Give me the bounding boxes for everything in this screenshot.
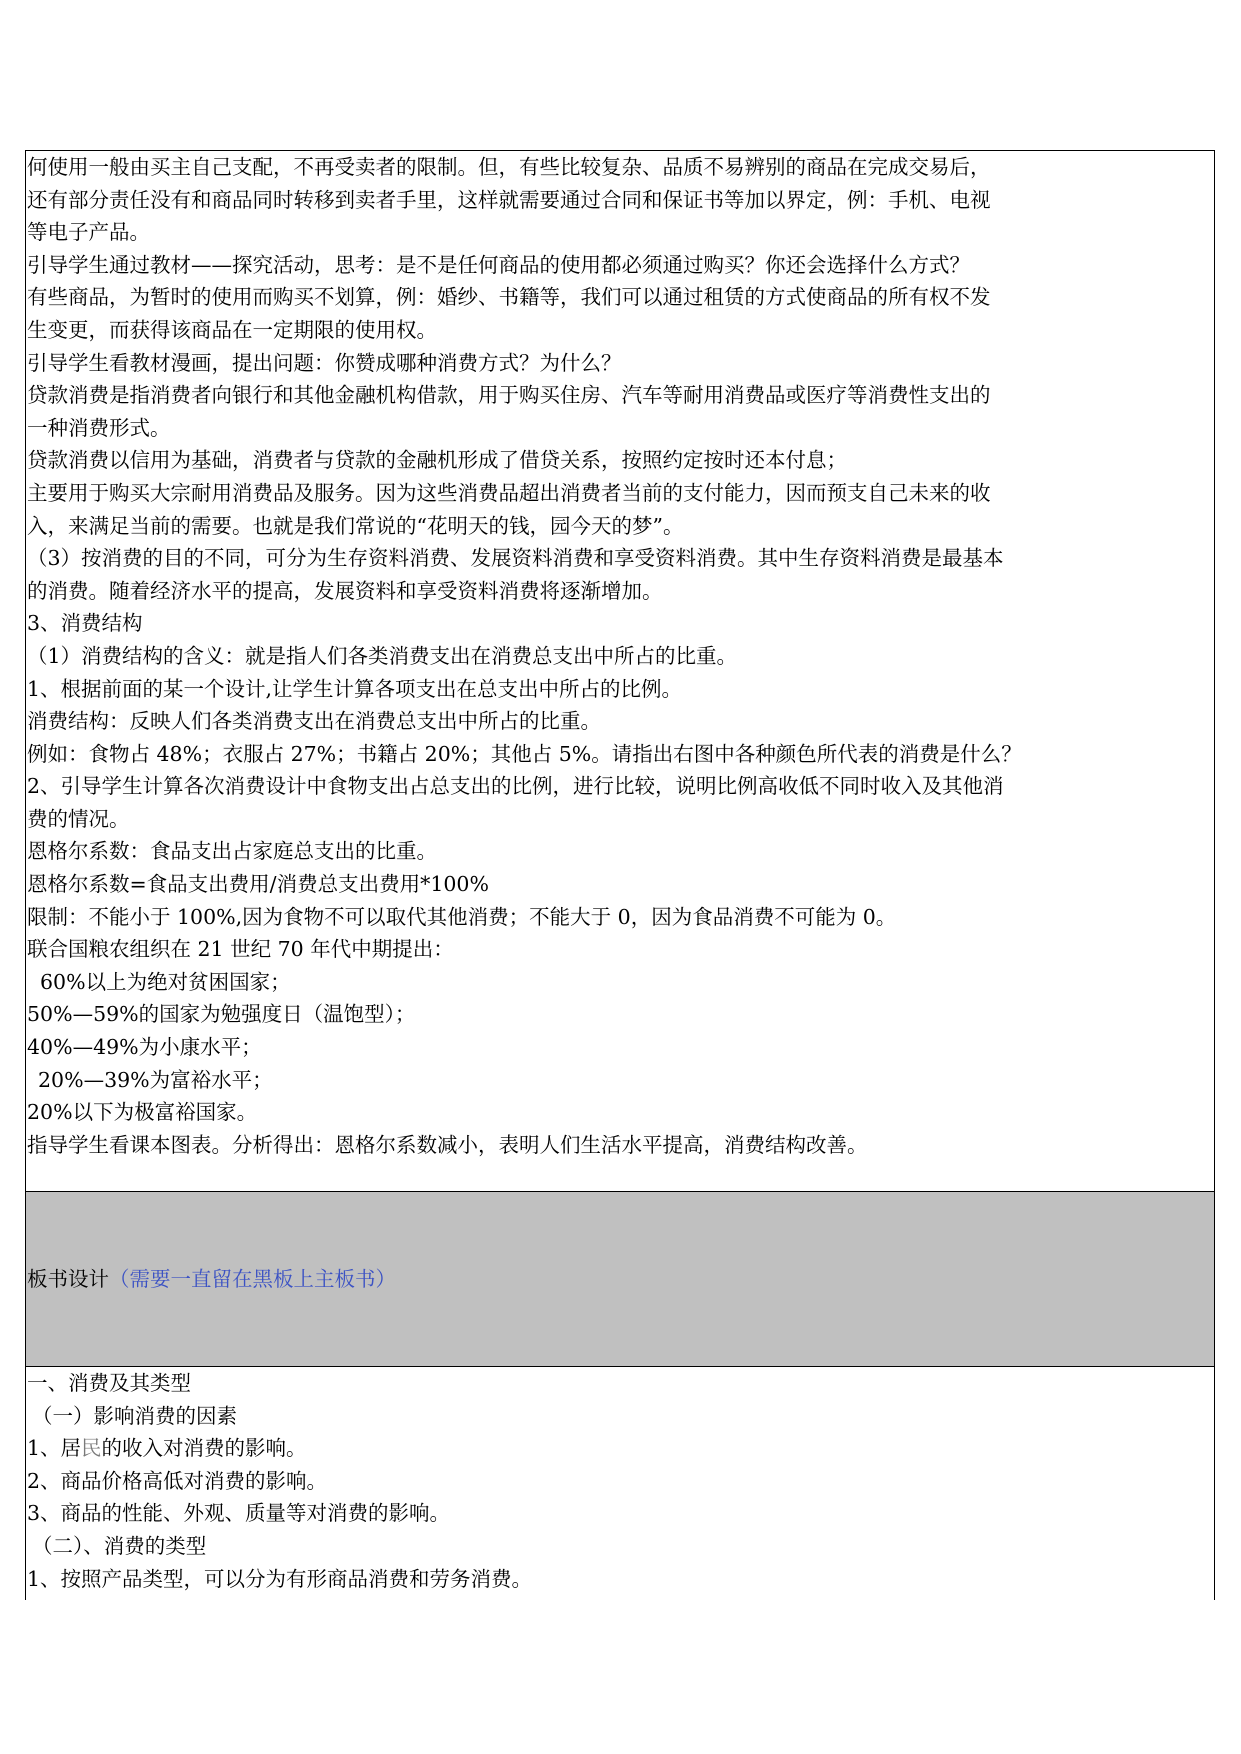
- content-line: 主要用于购买大宗耐用消费品及服务。因为这些消费品超出消费者当前的支付能力，因而预支自己未来的收: [27, 480, 991, 505]
- content-line: 60%以上为绝对贫困国家；: [40, 969, 291, 994]
- content-line: （3）按消费的目的不同，可分为生存资料消费、发展资料消费和享受资料消费。其中生存资料消费是最基本: [27, 546, 1004, 571]
- content-line: （1）消费结构的含义：就是指人们各类消费支出在消费总支出中所占的比重。: [27, 643, 738, 668]
- content-line: 有些商品，为暂时的使用而购买不划算，例：婚纱、书籍等，我们可以通过租赁的方式使商品的所有权不发: [27, 285, 991, 310]
- content-line: 贷款消费是指消费者向银行和其他金融机构借款，用于购买住房、汽车等耐用消费品或医疗等消费性支出的: [27, 383, 991, 408]
- board-line: （一）影响消费的因素: [32, 1403, 237, 1428]
- content-line: 引导学生通过教材——探究活动，思考：是不是任何商品的使用都必须通过购买？你还会选择什么方式？: [27, 252, 970, 277]
- content-line: 恩格尔系数=食品支出费用/消费总支出费用*100%: [27, 872, 489, 897]
- board-cell: [26, 1367, 1215, 1601]
- content-line: 还有部分责任没有和商品同时转移到卖者手里，这样就需要通过合同和保证书等加以界定，例：手机、电视: [27, 187, 991, 212]
- board-text-faded: 民: [81, 1436, 102, 1461]
- content-line: 费的情况。: [27, 806, 130, 831]
- content-line: 一种消费形式。: [27, 415, 171, 440]
- content-line: 20%—39%为富裕水平；: [38, 1067, 273, 1092]
- content-line: 指导学生看课本图表。分析得出：恩格尔系数减小，表明人们生活水平提高，消费结构改善。: [27, 1132, 868, 1157]
- content-line: 消费结构：反映人们各类消费支出在消费总支出中所占的比重。: [27, 709, 601, 734]
- board-line: 1、按照产品类型，可以分为有形商品消费和劳务消费。: [27, 1566, 533, 1591]
- content-cell: [26, 151, 1215, 1192]
- content-row: [26, 151, 1215, 1192]
- content-line: 等电子产品。: [27, 220, 150, 245]
- content-line: 2、引导学生计算各次消费设计中食物支出占总支出的比例，进行比较，说明比例高收低不同时收入及其他消: [27, 774, 1004, 799]
- board-line: 2、商品价格高低对消费的影响。: [27, 1468, 328, 1493]
- board-row: [26, 1367, 1215, 1601]
- content-line: 20%以下为极富裕国家。: [27, 1100, 258, 1125]
- board-text: 的收入对消费的影响。: [101, 1436, 307, 1461]
- content-line: 引导学生看教材漫画，提出问题：你赞成哪种消费方式？为什么？: [27, 350, 622, 375]
- content-line: 联合国粮农组织在 21 世纪 70 年代中期提出：: [27, 937, 454, 962]
- content-line: 50%—59%的国家为勉强度日（温饱型）；: [27, 1002, 416, 1027]
- content-line: 贷款消费以信用为基础，消费者与贷款的金融机形成了借贷关系，按照约定按时还本付息；: [27, 448, 847, 473]
- content-line: 40%—49%为小康水平；: [27, 1035, 262, 1060]
- board-line: 一、消费及其类型: [27, 1371, 191, 1395]
- section-label: 板书设计: [27, 1267, 109, 1291]
- board-line: 3、商品的性能、外观、质量等对消费的影响。: [27, 1501, 451, 1526]
- section-header-row: [26, 1192, 1215, 1367]
- content-line: 恩格尔系数：食品支出占家庭总支出的比重。: [27, 839, 437, 864]
- content-line: 限制：不能小于 100%,因为食物不可以取代其他消费；不能大于 0，因为食品消费不可能为 0。: [27, 904, 897, 929]
- content-line: 何使用一般由买主自己支配，不再受卖者的限制。但，有些比较复杂、品质不易辨别的商品在完成交易后，: [27, 155, 991, 179]
- lesson-plan-table: [25, 150, 1215, 1600]
- board-line: [26, 1432, 1214, 1465]
- content-line: 1、根据前面的某一个设计,让学生计算各项支出在总支出中所占的比例。: [27, 676, 683, 701]
- section-title: [26, 1263, 1214, 1295]
- content-line: 的消费。随着经济水平的提高，发展资料和享受资料消费将逐渐增加。: [27, 578, 663, 603]
- board-text: 1、居: [27, 1436, 82, 1461]
- section-note: （需要一直留在黑板上主板书）: [109, 1267, 396, 1291]
- board-line: （二）、消费的类型: [32, 1533, 207, 1558]
- content-line: 例如：食物占 48%；衣服占 27%；书籍占 20%；其他占 5%。请指出右图中各种颜色所代表的消费是什么？: [27, 741, 1022, 766]
- content-line: 3、消费结构: [27, 611, 143, 636]
- content-line: 生变更，而获得该商品在一定期限的使用权。: [27, 317, 437, 342]
- section-header-cell: [26, 1192, 1215, 1367]
- content-line: 入，来满足当前的需要。也就是我们常说的“花明天的钱，园今天的梦”。: [27, 513, 684, 538]
